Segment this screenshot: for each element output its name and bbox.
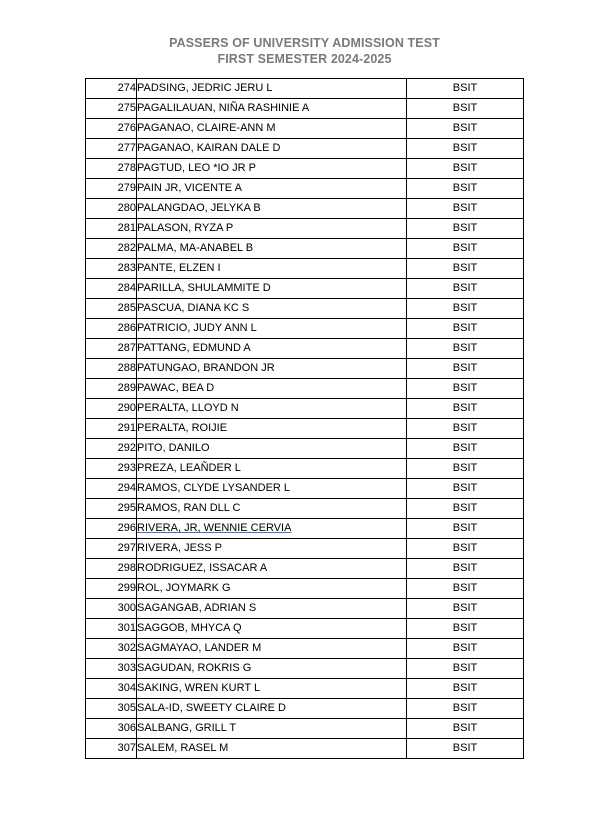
document-subtitle: FIRST SEMESTER 2024-2025 xyxy=(217,52,392,66)
row-program: BSIT xyxy=(407,579,524,599)
row-program: BSIT xyxy=(407,179,524,199)
row-program: BSIT xyxy=(407,259,524,279)
row-number: 291 xyxy=(86,419,137,439)
row-number: 295 xyxy=(86,499,137,519)
passers-table-body xyxy=(86,79,524,759)
row-program: BSIT xyxy=(407,239,524,259)
row-name: PERALTA, ROIJIE xyxy=(137,419,407,439)
row-name: PADSING, JEDRIC JERU L xyxy=(137,79,407,99)
row-name: SALEM, RASEL M xyxy=(137,739,407,759)
document-title: PASSERS OF UNIVERSITY ADMISSION TEST xyxy=(169,36,440,50)
row-program: BSIT xyxy=(407,739,524,759)
table-row xyxy=(86,359,524,379)
row-number: 298 xyxy=(86,559,137,579)
row-program: BSIT xyxy=(407,699,524,719)
table-row xyxy=(86,679,524,699)
row-number: 303 xyxy=(86,659,137,679)
row-name: SALA-ID, SWEETY CLAIRE D xyxy=(137,699,407,719)
table-row xyxy=(86,739,524,759)
table-row xyxy=(86,579,524,599)
row-number: 306 xyxy=(86,719,137,739)
row-program: BSIT xyxy=(407,599,524,619)
row-name: PARILLA, SHULAMMITE D xyxy=(137,279,407,299)
row-name: PAGALILAUAN, NIÑA RASHINIE A xyxy=(137,99,407,119)
row-name: PAGANAO, CLAIRE-ANN M xyxy=(137,119,407,139)
row-name: ROL, JOYMARK G xyxy=(137,579,407,599)
row-name: PAWAC, BEA D xyxy=(137,379,407,399)
row-name: PAGANAO, KAIRAN DALE D xyxy=(137,139,407,159)
row-name: PATUNGAO, BRANDON JR xyxy=(137,359,407,379)
table-row xyxy=(86,699,524,719)
row-program: BSIT xyxy=(407,399,524,419)
table-row xyxy=(86,639,524,659)
row-name: RODRIGUEZ, ISSACAR A xyxy=(137,559,407,579)
row-name: PALANGDAO, JELYKA B xyxy=(137,199,407,219)
row-name: PAGTUD, LEO *IO JR P xyxy=(137,159,407,179)
table-row xyxy=(86,159,524,179)
row-program: BSIT xyxy=(407,719,524,739)
table-row xyxy=(86,519,524,539)
row-name: PATTANG, EDMUND A xyxy=(137,339,407,359)
row-program: BSIT xyxy=(407,559,524,579)
row-program: BSIT xyxy=(407,659,524,679)
table-row xyxy=(86,219,524,239)
table-row xyxy=(86,659,524,679)
table-row xyxy=(86,199,524,219)
row-number: 285 xyxy=(86,299,137,319)
table-row xyxy=(86,719,524,739)
row-number: 290 xyxy=(86,399,137,419)
row-program: BSIT xyxy=(407,99,524,119)
row-name: SAGMAYAO, LANDER M xyxy=(137,639,407,659)
row-name: PALASON, RYZA P xyxy=(137,219,407,239)
row-number: 283 xyxy=(86,259,137,279)
row-number: 297 xyxy=(86,539,137,559)
row-name: RAMOS, RAN DLL C xyxy=(137,499,407,519)
row-program: BSIT xyxy=(407,79,524,99)
row-name: SAGGOB, MHYCA Q xyxy=(137,619,407,639)
table-row xyxy=(86,279,524,299)
table-row xyxy=(86,139,524,159)
table-row xyxy=(86,119,524,139)
row-number: 278 xyxy=(86,159,137,179)
row-program: BSIT xyxy=(407,219,524,239)
row-number: 293 xyxy=(86,459,137,479)
table-row xyxy=(86,319,524,339)
table-row xyxy=(86,259,524,279)
row-name: PAIN JR, VICENTE A xyxy=(137,179,407,199)
row-number: 289 xyxy=(86,379,137,399)
row-program: BSIT xyxy=(407,379,524,399)
row-number: 277 xyxy=(86,139,137,159)
row-name: PATRICIO, JUDY ANN L xyxy=(137,319,407,339)
row-program: BSIT xyxy=(407,419,524,439)
row-name: PASCUA, DIANA KC S xyxy=(137,299,407,319)
row-number: 307 xyxy=(86,739,137,759)
row-number: 294 xyxy=(86,479,137,499)
table-row xyxy=(86,299,524,319)
row-number: 304 xyxy=(86,679,137,699)
row-program: BSIT xyxy=(407,439,524,459)
row-program: BSIT xyxy=(407,519,524,539)
row-program: BSIT xyxy=(407,339,524,359)
row-number: 288 xyxy=(86,359,137,379)
table-row xyxy=(86,399,524,419)
row-number: 292 xyxy=(86,439,137,459)
table-row xyxy=(86,499,524,519)
row-number: 299 xyxy=(86,579,137,599)
row-program: BSIT xyxy=(407,619,524,639)
table-row xyxy=(86,439,524,459)
table-row xyxy=(86,559,524,579)
row-number: 274 xyxy=(86,79,137,99)
table-row xyxy=(86,599,524,619)
row-program: BSIT xyxy=(407,159,524,179)
row-name: RIVERA, JR, WENNIE CERVIA xyxy=(137,519,407,539)
row-program: BSIT xyxy=(407,639,524,659)
row-number: 279 xyxy=(86,179,137,199)
table-row xyxy=(86,619,524,639)
row-name: SALBANG, GRILL T xyxy=(137,719,407,739)
row-number: 286 xyxy=(86,319,137,339)
row-name: PANTE, ELZEN I xyxy=(137,259,407,279)
table-row xyxy=(86,479,524,499)
row-program: BSIT xyxy=(407,499,524,519)
row-program: BSIT xyxy=(407,539,524,559)
table-row xyxy=(86,239,524,259)
table-row xyxy=(86,179,524,199)
row-program: BSIT xyxy=(407,679,524,699)
row-name: PERALTA, LLOYD N xyxy=(137,399,407,419)
row-number: 301 xyxy=(86,619,137,639)
row-program: BSIT xyxy=(407,299,524,319)
row-program: BSIT xyxy=(407,119,524,139)
row-program: BSIT xyxy=(407,359,524,379)
row-number: 275 xyxy=(86,99,137,119)
row-name: SAKING, WREN KURT L xyxy=(137,679,407,699)
row-number: 284 xyxy=(86,279,137,299)
row-number: 305 xyxy=(86,699,137,719)
table-row xyxy=(86,99,524,119)
row-program: BSIT xyxy=(407,319,524,339)
row-number: 287 xyxy=(86,339,137,359)
row-program: BSIT xyxy=(407,279,524,299)
row-number: 280 xyxy=(86,199,137,219)
row-number: 302 xyxy=(86,639,137,659)
table-row xyxy=(86,539,524,559)
table-row xyxy=(86,379,524,399)
row-program: BSIT xyxy=(407,199,524,219)
row-name: PITO, DANILO xyxy=(137,439,407,459)
row-name: SAGUDAN, ROKRIS G xyxy=(137,659,407,679)
row-number: 300 xyxy=(86,599,137,619)
row-name: SAGANGAB, ADRIAN S xyxy=(137,599,407,619)
table-row xyxy=(86,339,524,359)
row-program: BSIT xyxy=(407,459,524,479)
row-number: 276 xyxy=(86,119,137,139)
row-number: 296 xyxy=(86,519,137,539)
row-number: 282 xyxy=(86,239,137,259)
table-row xyxy=(86,419,524,439)
row-name: RIVERA, JESS P xyxy=(137,539,407,559)
row-program: BSIT xyxy=(407,479,524,499)
row-program: BSIT xyxy=(407,139,524,159)
row-number: 281 xyxy=(86,219,137,239)
row-name: PALMA, MA-ANABEL B xyxy=(137,239,407,259)
passers-table xyxy=(85,78,524,759)
table-row xyxy=(86,459,524,479)
row-name: PREZA, LEAÑDER L xyxy=(137,459,407,479)
table-row xyxy=(86,79,524,99)
row-name: RAMOS, CLYDE LYSANDER L xyxy=(137,479,407,499)
